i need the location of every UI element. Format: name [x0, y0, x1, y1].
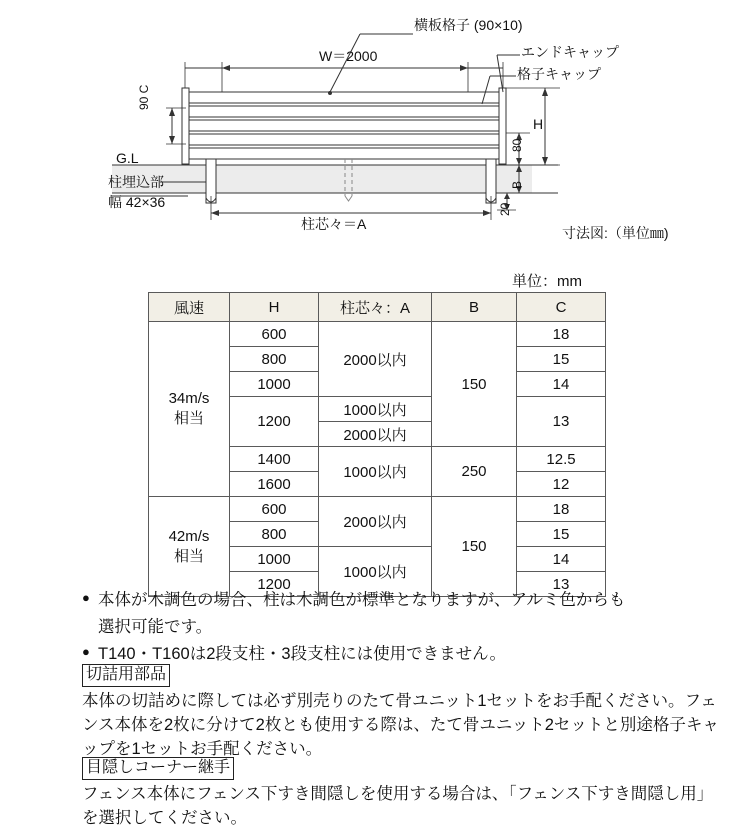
wind-42-main: 42m/s — [168, 527, 210, 545]
cell-a-1000-1: 1000以内 — [319, 397, 432, 422]
note-text-2: 選択可能です。 — [98, 617, 213, 636]
th-wind: 風速 — [149, 293, 230, 322]
cell-h-1600: 1600 — [230, 472, 319, 497]
note-continuation — [82, 615, 712, 640]
cell-c-14-2: 14 — [517, 547, 606, 572]
note-item — [82, 588, 712, 613]
label-dim-b: B — [510, 180, 524, 189]
section-corner-joint — [82, 755, 722, 830]
label-height-h: H — [533, 116, 544, 132]
note-text-3: T140・T160は2段支柱・3段支柱には使用できません。 — [98, 644, 507, 663]
section-title-cut-parts: 切詰用部品 — [82, 664, 170, 687]
label-width: W＝2000 — [319, 48, 378, 64]
spec-table — [148, 292, 606, 597]
th-a: 柱芯々：A — [319, 293, 432, 322]
label-end-cap: エンドキャップ — [521, 44, 619, 60]
dimension-diagram — [0, 0, 740, 258]
cell-b-250: 250 — [432, 447, 517, 497]
th-c: C — [517, 293, 606, 322]
cell-h-1200b: 1200 — [230, 572, 319, 597]
cell-a-1000-3: 1000以内 — [319, 547, 432, 597]
cell-h-800b: 800 — [230, 522, 319, 547]
cell-a-2000-2: 2000以内 — [319, 422, 432, 447]
cell-wind-42 — [149, 497, 230, 597]
table-row — [149, 322, 606, 347]
section-body-corner-joint: フェンス本体にフェンス下すき間隠しを使用する場合は、「フェンス下すき間隠し用」を選択してください。 — [82, 785, 714, 828]
cell-c-12: 12 — [517, 472, 606, 497]
cell-b-150-2: 150 — [432, 497, 517, 597]
label-post-size: 幅 42×36 — [108, 194, 166, 210]
cell-h-800a: 800 — [230, 347, 319, 372]
cell-c-15-2: 15 — [517, 522, 606, 547]
label-center-distance: 柱芯々＝A — [301, 216, 367, 232]
cell-b-150-1: 150 — [432, 322, 517, 447]
label-dim-20: 20 — [498, 202, 512, 216]
label-lattice-cap: 格子キャップ — [517, 66, 601, 82]
label-post-embed: 柱埋込部 — [108, 174, 164, 190]
cell-h-1000a: 1000 — [230, 372, 319, 397]
cell-c-18-2: 18 — [517, 497, 606, 522]
cell-h-600a: 600 — [230, 322, 319, 347]
section-cut-parts — [82, 662, 722, 761]
diagram-caption: 寸法図:（単位㎜) — [562, 225, 669, 241]
label-dim-80: 80 — [510, 138, 524, 152]
cell-a-1000-2: 1000以内 — [319, 447, 432, 497]
cell-a-2000-3: 2000以内 — [319, 497, 432, 547]
label-ground-line: G.L — [116, 150, 139, 166]
note-text-1: 本体が木調色の場合、柱は木調色が標準となりますが、アルミ色からも — [98, 591, 626, 609]
table-header-row — [149, 293, 606, 322]
spec-table-wrapper — [148, 292, 606, 597]
cell-c-13-2: 13 — [517, 572, 606, 597]
th-h: H — [230, 293, 319, 322]
label-top-slat: 横板格子 (90×10) — [414, 17, 523, 33]
cell-c-14-1: 14 — [517, 372, 606, 397]
wind-34-sub: 相当 — [173, 410, 204, 427]
section-body-cut-parts: 本体の切詰めに際しては必ず別売りのたて骨ユニット1セットをお手配ください。フェンス本体を2枚に分けて2枚とも使用する際は、たて骨ユニット2セットと別途格子キャップを1セットお手配ください。 — [82, 692, 719, 759]
cell-c-18-1: 18 — [517, 322, 606, 347]
cell-wind-34 — [149, 322, 230, 497]
notes-list — [82, 588, 712, 668]
cell-c-125: 12.5 — [517, 447, 606, 472]
wind-42-sub: 相当 — [173, 547, 204, 565]
label-pitch-90c: 90 C — [137, 84, 151, 110]
cell-a-2000-1: 2000以内 — [319, 322, 432, 397]
th-b: B — [432, 293, 517, 322]
cell-c-13-1: 13 — [517, 397, 606, 447]
cell-c-15-1: 15 — [517, 347, 606, 372]
cell-h-600b: 600 — [230, 497, 319, 522]
cell-h-1200a: 1200 — [230, 397, 319, 447]
cell-h-1000b: 1000 — [230, 547, 319, 572]
cell-h-1400: 1400 — [230, 447, 319, 472]
table-row — [149, 497, 606, 522]
units-note: 単位：mm — [512, 273, 582, 290]
section-title-corner-joint: 目隠しコーナー継手 — [82, 757, 234, 780]
diagram-svg — [0, 0, 740, 258]
wind-34-main: 34m/s — [168, 390, 210, 407]
